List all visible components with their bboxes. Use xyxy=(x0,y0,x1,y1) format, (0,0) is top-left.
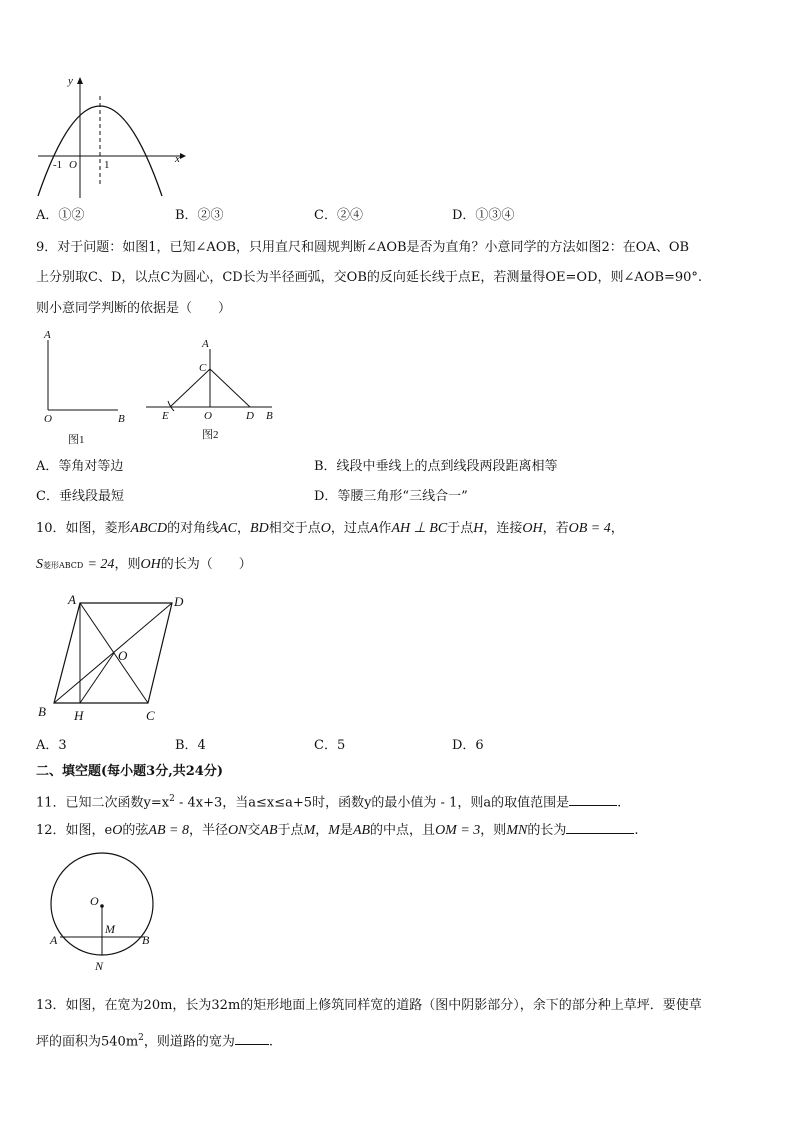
fig2-caption: 图2 xyxy=(202,429,219,441)
q10-option-d[interactable]: D．6 xyxy=(452,738,484,753)
fig1-label-o: O xyxy=(44,413,52,425)
fig2-label-a: A xyxy=(202,338,209,350)
fig1-label-a: A xyxy=(44,329,51,341)
label-a: A xyxy=(50,933,58,947)
one-label: 1 xyxy=(104,159,110,171)
q12-answer-blank[interactable] xyxy=(566,820,634,834)
fig2-label-d: D xyxy=(246,410,254,422)
q9-option-a[interactable]: A．等角对等边 xyxy=(36,459,124,474)
q9-figure-1 xyxy=(36,328,136,448)
neg-one-label: -1 xyxy=(53,159,63,171)
q13-text-line1: 13．如图，在宽为20m，长为32m的矩形地面上修筑同样宽的道路（图中阴影部分），余下的部分种上草坪．要使草 xyxy=(36,998,702,1013)
q8-option-b[interactable]: B．②③ xyxy=(175,208,224,223)
q10-text-line1: 10．如图，菱形ABCD的对角线AC，BD相交于点O，过点A作AH ⊥ BC于点H，连接OH，若OB = 4， xyxy=(36,521,624,536)
q11-answer-blank[interactable] xyxy=(569,792,617,806)
q10-text-line2: S菱形ABCD = 24，则OH的长为（ ） xyxy=(36,557,252,572)
center-dot xyxy=(100,904,104,908)
fig2-label-b: B xyxy=(266,410,273,422)
label-b: B xyxy=(142,933,150,947)
label-o: O xyxy=(118,648,128,663)
q11-text: 11．已知二次函数$y=x^2 - 4x+3$，当a≤x≤a+5时，函数y的最小值为 - 1，则a的取值范围是 . xyxy=(36,794,622,811)
q13-text-line2: 坪的面积为$540m^2$，则道路的宽为 . xyxy=(36,1033,274,1050)
q8-option-c[interactable]: C．②④ xyxy=(314,208,363,223)
q9-option-c[interactable]: C．垂线段最短 xyxy=(36,489,124,504)
q10-option-c[interactable]: C．5 xyxy=(314,738,346,753)
fig2-label-c: C xyxy=(199,362,207,374)
q9-text-line1: 9．对于问题：如图1，已知∠AOB，只用直尺和圆规判断∠AOB是否为直角？小意同学的方法如图2：在OA、OB xyxy=(36,240,690,255)
fig2-label-o: O xyxy=(204,410,212,422)
fig2-label-e: E xyxy=(162,410,169,422)
label-m: M xyxy=(105,922,115,936)
q8-option-a[interactable]: A．①② xyxy=(36,208,85,223)
segment-oh xyxy=(80,653,114,703)
q10-option-b[interactable]: B．4 xyxy=(175,738,206,753)
q9-figure-2 xyxy=(142,335,282,445)
fig1-caption: 图1 xyxy=(68,434,85,446)
diagonal-bd xyxy=(54,603,172,703)
label-b: B xyxy=(38,704,46,719)
y-axis-label: y xyxy=(68,75,73,87)
section-title: 二、填空题(每小题3分,共24分) xyxy=(36,764,223,779)
label-d: D xyxy=(174,594,184,609)
q9-text-line3: 则小意同学判断的依据是（ ） xyxy=(36,301,232,316)
q10-rhombus-figure xyxy=(34,588,194,726)
label-h: H xyxy=(74,708,84,723)
q9-option-b[interactable]: B．线段中垂线上的点到线段两段距离相等 xyxy=(314,459,558,474)
q12-circle-figure xyxy=(40,852,170,976)
origin-label: O xyxy=(69,159,77,171)
q8-option-d[interactable]: D．①③④ xyxy=(452,208,515,223)
q12-text: 12．如图，eO的弦AB = 8，半径ON交AB于点M，M是AB的中点，且OM = 3，则MN的长为 . xyxy=(36,820,638,841)
q9-text-line2: 上分别取C、D，以点C为圆心，CD长为半径画弧，交OB的反向延长线于点E，若测量得OE=OD，则∠AOB=90°. xyxy=(36,270,703,285)
q13-answer-blank[interactable] xyxy=(235,1031,269,1045)
q10-option-a[interactable]: A．3 xyxy=(36,738,67,753)
q8-parabola-figure xyxy=(34,72,190,198)
q9-option-d[interactable]: D．等腰三角形“三线合一” xyxy=(314,489,468,504)
label-c: C xyxy=(146,708,155,723)
x-axis-label: x xyxy=(175,153,180,165)
label-a: A xyxy=(68,592,76,607)
fig1-label-b: B xyxy=(118,413,125,425)
label-o: O xyxy=(90,894,99,908)
label-n: N xyxy=(95,959,104,973)
